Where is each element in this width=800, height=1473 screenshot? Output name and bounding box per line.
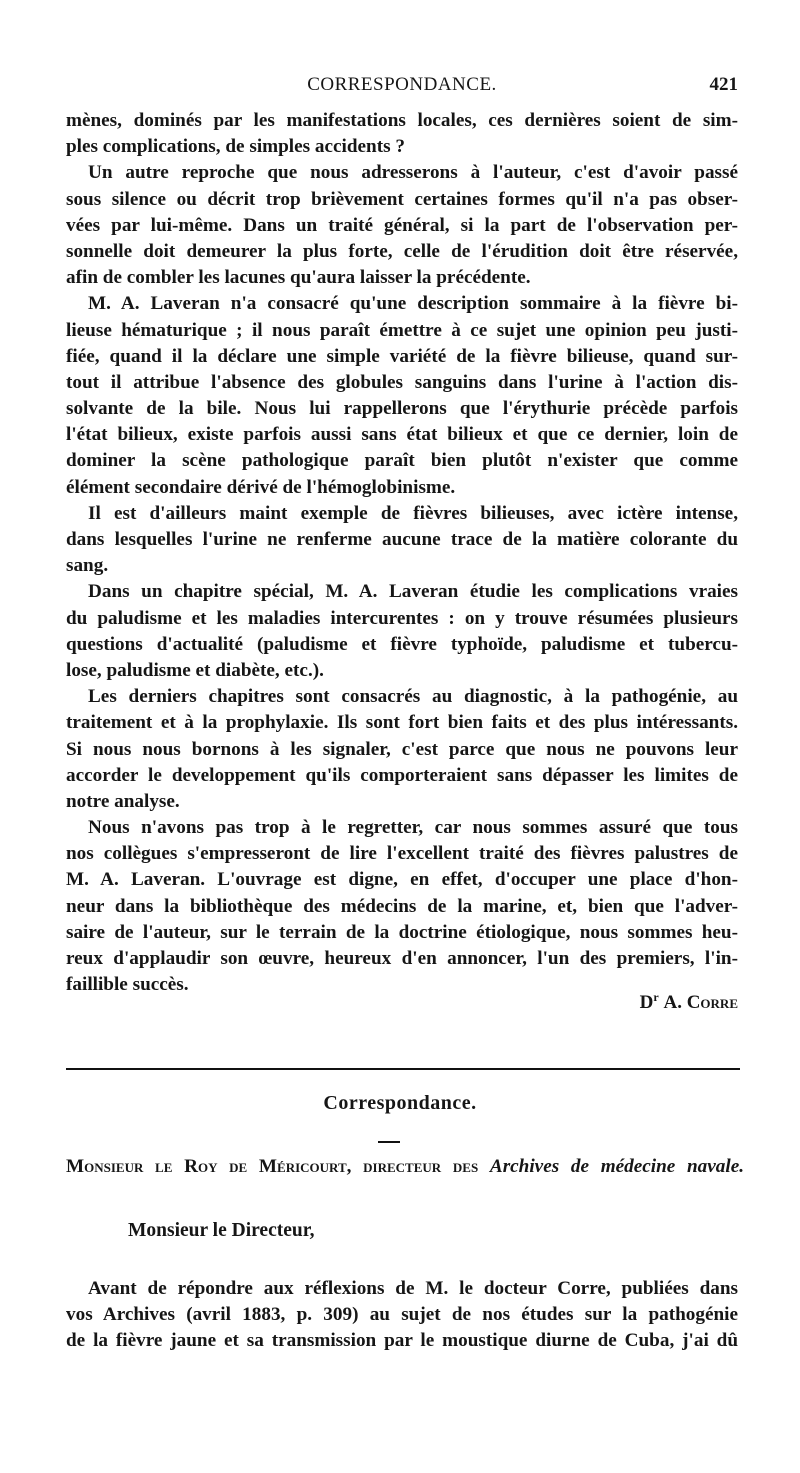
text-line: lieuse hématurique ; il nous paraît émettre à ce sujet une opinion peu justi- xyxy=(66,319,738,341)
text-line: fiée, quand il la déclare une simple variété de la fièvre bilieuse, quand sur- xyxy=(66,345,738,367)
text-line: Dans un chapitre spécial, M. A. Laveran étudie les complications vraies xyxy=(88,581,738,603)
text-line: traitement et à la prophylaxie. Ils sont fort bien faits et des plus intéressants. xyxy=(66,712,738,734)
text-line: dominer la scène pathologique paraît bien plutôt n'exister que comme xyxy=(66,450,738,472)
text-line: l'état bilieux, existe parfois aussi sans état bilieux et que ce dernier, loin de xyxy=(66,424,738,446)
letter-body-text xyxy=(66,1276,738,1355)
text-line: Un autre reproche que nous adresserons à l'auteur, c'est d'avoir passé xyxy=(88,162,738,184)
address-journal: Archives de médecine navale. xyxy=(489,1156,745,1177)
signature-name: A. Corre xyxy=(663,992,738,1013)
signature xyxy=(640,990,738,1014)
text-line: ples complications, de simples accidents ? xyxy=(66,136,405,158)
text-line: de la fièvre jaune et sa transmission par le moustique diurne de Cuba, j'ai dû xyxy=(66,1330,738,1352)
letter-salutation: Monsieur le Directeur, xyxy=(128,1220,315,1241)
letter-address xyxy=(66,1152,744,1182)
text-line: M. A. Laveran n'a consacré qu'une description sommaire à la fièvre bi- xyxy=(88,293,738,315)
text-line: Si nous nous bornons à les signaler, c'est parce que nous ne pouvons leur xyxy=(66,738,738,760)
text-line: élément secondaire dérivé de l'hémoglobinisme. xyxy=(66,476,456,498)
review-body-text xyxy=(66,108,738,998)
section-divider xyxy=(66,1068,740,1070)
text-line: sonnelle doit demeurer la plus forte, celle de l'érudition doit être réservée, xyxy=(66,240,738,262)
title-dash xyxy=(378,1141,400,1143)
text-line: dans lesquelles l'urine ne renferme aucune trace de la matière colorante du xyxy=(66,529,738,550)
text-line: M. A. Laveran. L'ouvrage est digne, en effet, d'occuper une place d'hon- xyxy=(66,869,738,891)
text-line: Nous n'avons pas trop à le regretter, car nous sommes assuré que tous xyxy=(88,817,738,839)
text-line: questions d'actualité (paludisme et fièvre typhoïde, paludisme et tubercu- xyxy=(66,633,738,655)
text-line: neur dans la bibliothèque des médecins de la marine, et, bien que l'adver- xyxy=(66,895,738,917)
signature-title: D xyxy=(639,992,654,1013)
text-line: Les derniers chapitres sont consacrés au diagnostic, à la pathogénie, au xyxy=(88,686,738,708)
text-line: accorder le developpement qu'ils comporteraient sans dépasser les limites de xyxy=(66,764,738,786)
text-line: Il est d'ailleurs maint exemple de fièvres bilieuses, avec ictère intense, xyxy=(88,502,738,524)
section-title: Correspondance. xyxy=(323,1092,477,1114)
text-line: sous silence ou décrit trop brièvement certaines formes qu'il n'a pas obser- xyxy=(66,188,738,210)
text-line: vées par lui-même. Dans un traité général, si la part de l'observation per- xyxy=(66,214,738,236)
text-line: tout il attribue l'absence des globules sanguins dans l'urine à l'action dis- xyxy=(66,371,738,393)
text-line: faillible succès. xyxy=(66,974,189,996)
page-number: 421 xyxy=(709,74,738,95)
text-line: saire de l'auteur, sur le terrain de la doctrine étiologique, nous sommes heu- xyxy=(66,921,738,943)
text-line: nos collègues s'empresseront de lire l'excellent traité des fièvres palustres de xyxy=(66,843,738,865)
text-line: reux d'applaudir son œuvre, heureux d'en annoncer, l'un des premiers, l'in- xyxy=(66,948,738,969)
text-line: afin de combler les lacunes qu'aura laisser la précédente. xyxy=(66,267,531,289)
text-line: mènes, dominés par les manifestations locales, ces dernières soient de sim- xyxy=(66,110,738,131)
text-line: du paludisme et les maladies intercurentes : on y trouve résumées plusieurs xyxy=(66,607,738,629)
address-recipient: Monsieur le Roy de Méricourt, directeur des xyxy=(66,1156,479,1177)
text-line: Avant de répondre aux réflexions de M. le docteur Corre, publiées dans xyxy=(88,1278,738,1299)
signature-title-sup: r xyxy=(653,990,659,1004)
running-header xyxy=(66,74,738,102)
running-title: CORRESPONDANCE. xyxy=(307,74,497,95)
text-line: sang. xyxy=(66,555,109,577)
text-line: vos Archives (avril 1883, p. 309) au sujet de nos études sur la pathogénie xyxy=(66,1304,738,1326)
text-line: solvante de la bile. Nous lui rappellerons que l'érythurie précède parfois xyxy=(66,398,738,420)
text-line: notre analyse. xyxy=(66,790,180,812)
text-line: lose, paludisme et diabète, etc.). xyxy=(66,659,324,681)
